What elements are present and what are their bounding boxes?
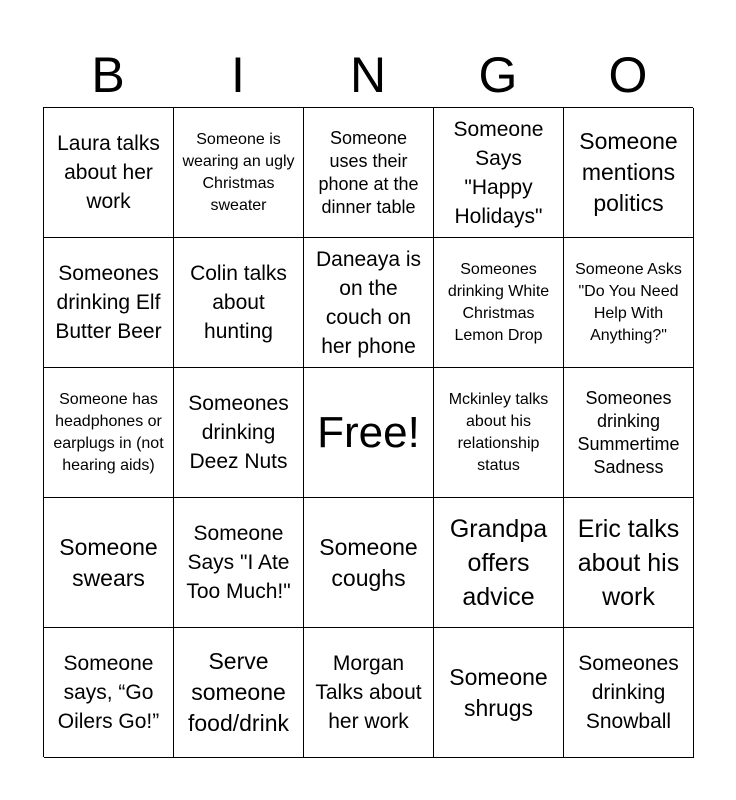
bingo-cell-text: Laura talks about her work: [57, 132, 160, 213]
bingo-cell-r3c5[interactable]: [564, 368, 694, 498]
bingo-cell-text: Someone has headphones or earplugs in (not hearing aids): [53, 390, 164, 474]
bingo-card-grid: [43, 107, 693, 757]
bingo-cell-r5c4[interactable]: [434, 628, 564, 758]
bingo-cell-text: Someone says, “Go Oilers Go!”: [57, 652, 160, 733]
bingo-cell-text: Someone Asks "Do You Need Help With Anything?": [575, 260, 682, 344]
bingo-cell-text: Someone shrugs: [449, 663, 548, 721]
bingo-cell-r4c5[interactable]: [564, 498, 694, 628]
bingo-cell-free[interactable]: [304, 368, 434, 498]
bingo-cell-r4c4[interactable]: [434, 498, 564, 628]
bingo-cell-r1c5[interactable]: [564, 108, 694, 238]
bingo-cell-r5c2[interactable]: [174, 628, 304, 758]
bingo-cell-r3c1[interactable]: [44, 368, 174, 498]
header-letter-o: O: [608, 47, 648, 103]
bingo-cell-r1c2[interactable]: [174, 108, 304, 238]
bingo-cell-r1c4[interactable]: [434, 108, 564, 238]
bingo-cell-text: Mckinley talks about his relationship status: [448, 390, 549, 474]
bingo-cell-text: Someones drinking Summertime Sadness: [577, 387, 680, 477]
bingo-cell-r2c1[interactable]: [44, 238, 174, 368]
bingo-cell-text: Daneaya is on the couch on her phone: [315, 247, 422, 358]
bingo-header: [43, 44, 693, 106]
header-letter-n: N: [349, 47, 387, 103]
bingo-cell-text: Someones drinking Deez Nuts: [188, 392, 289, 473]
bingo-cell-text: Someone swears: [59, 533, 158, 591]
bingo-cell-text: Someone Says "Happy Holidays": [453, 117, 544, 228]
bingo-cell-text: Someone mentions politics: [579, 128, 678, 216]
bingo-cell-r3c4[interactable]: [434, 368, 564, 498]
bingo-cell-r3c2[interactable]: [174, 368, 304, 498]
header-letter-g: G: [478, 47, 518, 103]
bingo-cell-text: Someones drinking Elf Butter Beer: [55, 262, 162, 343]
bingo-cell-r4c1[interactable]: [44, 498, 174, 628]
bingo-cell-text: Someone uses their phone at the dinner table: [318, 127, 419, 217]
bingo-cell-r5c1[interactable]: [44, 628, 174, 758]
bingo-cell-text: Someone coughs: [319, 533, 418, 591]
bingo-cell-text: Someone Says "I Ate Too Much!": [186, 522, 291, 603]
bingo-cell-r5c3[interactable]: [304, 628, 434, 758]
bingo-cell-r1c3[interactable]: [304, 108, 434, 238]
bingo-cell-r1c1[interactable]: [44, 108, 174, 238]
bingo-cell-r5c5[interactable]: [564, 628, 694, 758]
bingo-cell-r4c3[interactable]: [304, 498, 434, 628]
bingo-cell-r2c5[interactable]: [564, 238, 694, 368]
bingo-cell-r2c4[interactable]: [434, 238, 564, 368]
bingo-cell-r2c3[interactable]: [304, 238, 434, 368]
bingo-cell-text: Someones drinking White Christmas Lemon Drop: [447, 260, 550, 344]
bingo-cell-text: Someone is wearing an ugly Christmas sweater: [182, 130, 295, 214]
header-letter-b: B: [91, 47, 125, 103]
bingo-cell-text: Colin talks about hunting: [190, 262, 287, 343]
bingo-cell-r4c2[interactable]: [174, 498, 304, 628]
bingo-cell-r2c2[interactable]: [174, 238, 304, 368]
free-space-text: Free!: [317, 407, 420, 457]
bingo-cell-text: Someones drinking Snowball: [578, 652, 679, 733]
bingo-cell-text: Eric talks about his work: [577, 514, 680, 611]
bingo-cell-text: Serve someone food/drink: [187, 648, 289, 736]
bingo-cell-text: Grandpa offers advice: [449, 514, 548, 611]
header-letter-i: I: [231, 47, 245, 103]
bingo-cell-text: Morgan Talks about her work: [315, 652, 422, 733]
